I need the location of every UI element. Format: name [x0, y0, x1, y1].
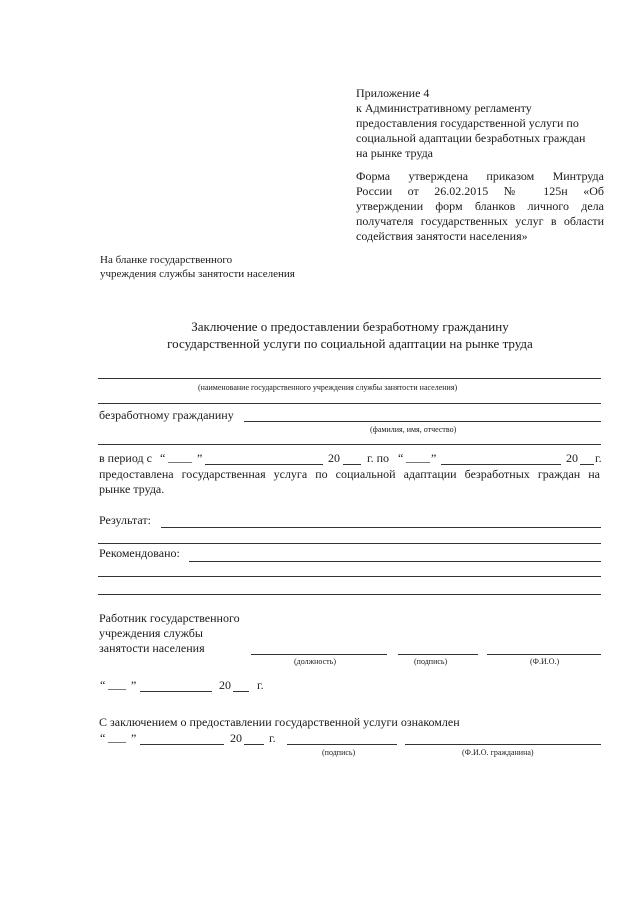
appendix-line-1: Приложение 4: [356, 86, 430, 100]
date1-year-field[interactable]: [233, 691, 249, 692]
period-end-year-suffix: г.: [595, 451, 602, 465]
period-start-day-open-quote: “: [160, 451, 166, 465]
letterhead-line-1: На бланке государственного: [100, 254, 233, 266]
employee-position-caption: (должность): [294, 657, 336, 666]
citizen-signature-caption: (подпись): [322, 748, 356, 757]
date1-day-field[interactable]: ___: [108, 677, 126, 691]
period-start-year-field[interactable]: [343, 464, 361, 465]
date1-year-suffix: г.: [257, 678, 264, 692]
org-name-caption: (наименование государственного учреждения службы занятости населения): [198, 383, 458, 392]
date1-open-quote: “: [100, 678, 106, 692]
result-field-2[interactable]: [98, 543, 601, 544]
date1-close-quote: ”: [131, 678, 137, 692]
period-end-year-prefix: 20: [566, 451, 578, 465]
employee-name-caption: (Ф.И.О.): [530, 657, 560, 666]
recommended-field-3[interactable]: [98, 594, 601, 595]
appendix-line-5: на рынке труда: [356, 146, 433, 160]
citizen-name-field-2[interactable]: [98, 444, 601, 445]
org-name-field-2[interactable]: [98, 403, 601, 404]
employee-signature-caption: (подпись): [414, 657, 448, 666]
appendix-line-4: социальной адаптации безработных граждан: [356, 131, 586, 145]
period-start-year-prefix: 20: [328, 451, 340, 465]
appendix-line-3: предоставления государственной услуги по: [356, 116, 579, 130]
citizen-signature-field[interactable]: [287, 744, 397, 745]
period-end-day-field[interactable]: ____: [406, 450, 430, 464]
period-start-day-close-quote: ”: [197, 451, 203, 465]
period-start-month-field[interactable]: [205, 464, 323, 465]
period-end-month-field[interactable]: [441, 464, 561, 465]
date1-month-field[interactable]: [140, 691, 212, 692]
date2-year-field[interactable]: [244, 744, 264, 745]
date2-close-quote: ”: [131, 731, 137, 745]
employee-label-line-3: занятости населения: [99, 641, 205, 655]
service-provided-text-line-2: рынке труда.: [99, 482, 165, 496]
recommended-field-2[interactable]: [98, 576, 601, 577]
recommended-field-1[interactable]: [189, 561, 601, 562]
approval-line-2: России от 26.02.2015 № 125н «Об: [356, 184, 604, 198]
recommended-label: Рекомендовано:: [99, 546, 180, 560]
appendix-line-2: к Административному регламенту: [356, 101, 532, 115]
date2-month-field[interactable]: [140, 744, 224, 745]
date2-open-quote: “: [100, 731, 106, 745]
period-prefix: в период с: [99, 451, 152, 465]
approval-line-5: содействия занятости населения»: [356, 229, 528, 243]
employee-signature-field[interactable]: [398, 654, 478, 655]
approval-line-1: Форма утверждена приказом Минтруда: [356, 169, 604, 183]
citizen-fio-field[interactable]: [405, 744, 601, 745]
service-provided-text-line-1: предоставлена государственная услуга по социальной адаптации безработных граждан на: [99, 467, 600, 481]
employee-label-line-2: учреждения службы: [99, 626, 203, 640]
date2-year-prefix: 20: [230, 731, 242, 745]
citizen-name-caption: (фамилия, имя, отчество): [370, 425, 457, 434]
result-label: Результат:: [99, 513, 151, 527]
document-title-line-2: государственной услуги по социальной адаптации на рынке труда: [167, 336, 533, 351]
citizen-name-field[interactable]: [244, 421, 601, 422]
date2-year-suffix: г.: [269, 731, 276, 745]
period-end-label: г. по: [367, 451, 389, 465]
employee-position-field[interactable]: [251, 654, 387, 655]
date1-year-prefix: 20: [219, 678, 231, 692]
org-name-field[interactable]: [98, 378, 601, 379]
employee-label-line-1: Работник государственного: [99, 611, 240, 625]
period-end-day-close-quote: ”: [431, 451, 437, 465]
letterhead-line-2: учреждения службы занятости населения: [100, 268, 295, 280]
document-title-line-1: Заключение о предоставлении безработному гражданину: [191, 319, 509, 334]
citizen-fio-caption: (Ф.И.О. гражданина): [462, 748, 534, 757]
date2-day-field[interactable]: ___: [108, 730, 126, 744]
acknowledge-text: С заключением о предоставлении государственной услуги ознакомлен: [99, 715, 460, 729]
approval-line-3: утверждении форм бланков личного дела: [356, 199, 604, 213]
result-field-1[interactable]: [161, 527, 601, 528]
period-end-year-field[interactable]: [580, 464, 594, 465]
approval-line-4: получателя государственных услуг в области: [356, 214, 604, 228]
period-start-day-field[interactable]: ____: [168, 450, 192, 464]
citizen-label: безработному гражданину: [99, 408, 234, 422]
employee-name-field[interactable]: [487, 654, 601, 655]
period-end-day-open-quote: “: [398, 451, 404, 465]
